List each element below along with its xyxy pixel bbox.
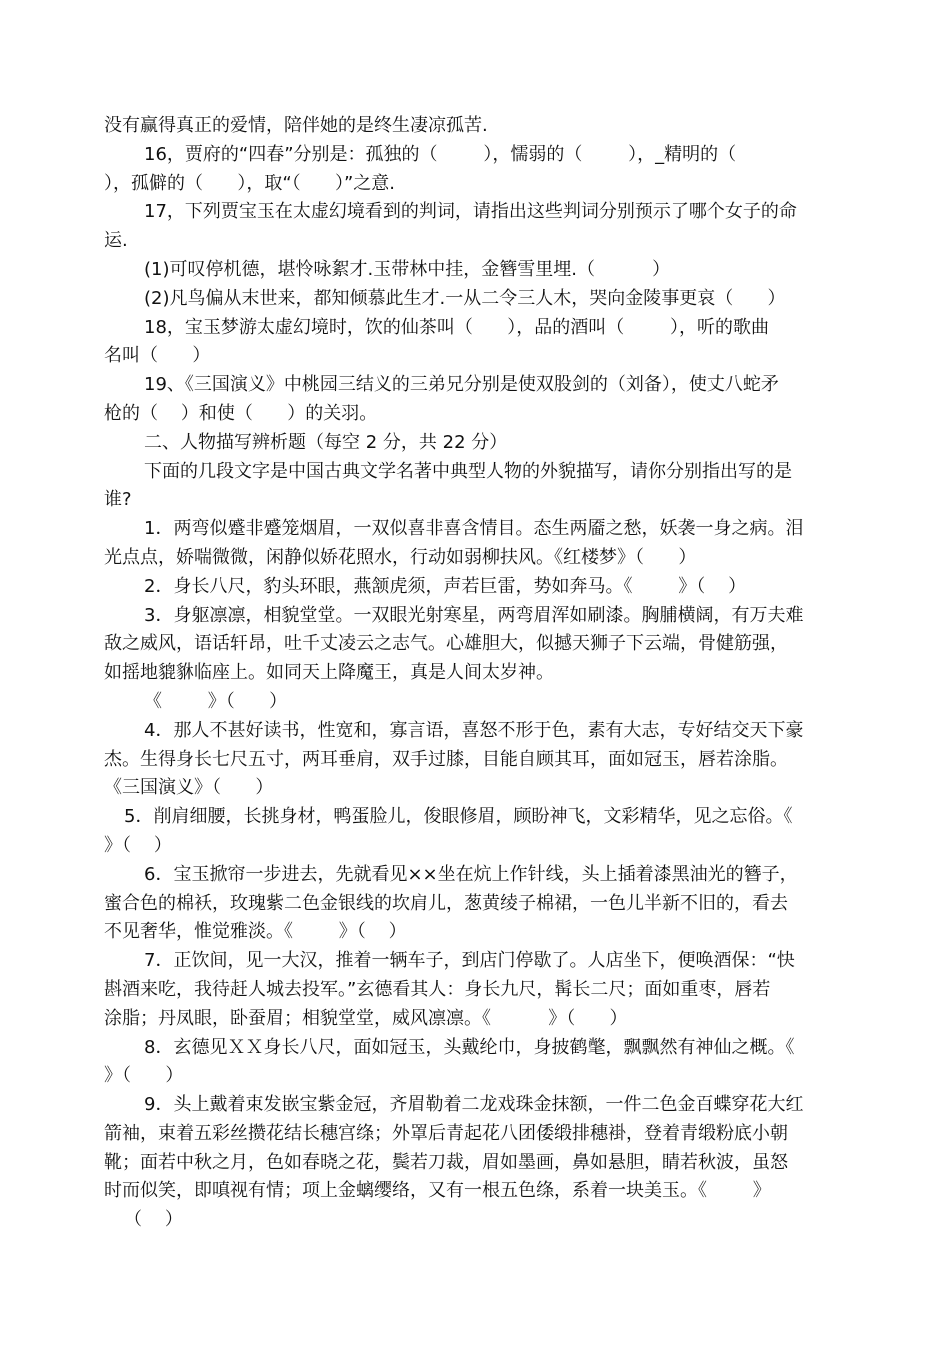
text-line: 7．正饮间，见一大汉，推着一辆车子，到店门停歇了。人店坐下，便唤酒保：“快 — [144, 950, 795, 972]
text-line: (1)可叹停机德，堪怜咏絮才.玉带林中挂，金簪雪里埋.（ ） — [144, 258, 671, 280]
text-line: ），孤僻的（ ），取“（ ）”之意. — [104, 172, 396, 194]
text-line: 涂脂；丹凤眼，卧蚕眉；相貌堂堂，威风凛凛。《 》（ ） — [104, 1007, 628, 1029]
text-line: 《 》（ ） — [144, 690, 288, 712]
text-line: 名叫（ ） — [104, 345, 211, 367]
text-line: 16，贾府的“四春”分别是：孤独的（ ），懦弱的（ ），_精明的（ — [144, 143, 737, 165]
text-line: 9．头上戴着束发嵌宝紫金冠，齐眉勒着二龙戏珠金抹额，一件二色金百蝶穿花大红 — [144, 1094, 804, 1116]
text-line: 谁? — [104, 489, 132, 511]
text-line: 如摇地貔貅临座上。如同天上降魔王，真是人间太岁神。 — [104, 662, 554, 684]
text-line: 二、人物描写辨析题（每空 2 分，共 22 分） — [144, 431, 508, 453]
text-line: 枪的（ ）和使（ ）的关羽。 — [104, 402, 378, 424]
text-line: 时而似笑，即嗔视有情；项上金螭缨络，又有一根五色绦，系着一块美玉。《 》 — [104, 1180, 771, 1202]
text-line: 5．削肩细腰，长挑身材，鸭蛋脸儿，俊眼修眉，顾盼神飞，文彩精华，见之忘俗。《 — [124, 806, 793, 828]
text-line: 光点点，娇喘微微，闲静似娇花照水，行动如弱柳扶风。《红楼梦》（ ） — [104, 546, 697, 568]
text-line: 》（ ） — [104, 1065, 184, 1087]
text-line: 6．宝玉掀帘一步进去，先就看见××坐在炕上作针线，头上插着漆黑油光的簪子， — [144, 863, 798, 885]
text-line: 箭袖，束着五彩丝攒花结长穗宫绦；外罩后青起花八团倭缎排穗褂，登着青缎粉底小朝 — [104, 1122, 788, 1144]
text-line: 8．玄德见ＸＸ身长八尺，面如冠玉，头戴纶巾，身披鹤氅，飘飘然有神仙之概。《 — [144, 1036, 795, 1058]
text-line: 不见奢华，惟觉雅淡。《 》（ ） — [104, 921, 407, 943]
text-line: 没有赢得真正的爱情，陪伴她的是终生凄凉孤苦. — [104, 115, 488, 136]
text-line: 19、《三国演义》中桃园三结义的三弟兄分别是使双股剑的（刘备），使丈八蛇矛 — [144, 374, 779, 396]
text-line: 18，宝玉梦游太虚幻境时，饮的仙茶叫（ ），品的酒叫（ ），听的歌曲 — [144, 316, 770, 338]
text-line: 4．那人不甚好读书，性宽和，寡言语，喜怒不形于色，素有大志，专好结交天下豪 — [144, 719, 804, 741]
text-line: 下面的几段文字是中国古典文学名著中典型人物的外貌描写，请你分别指出写的是 — [144, 460, 792, 482]
text-line: 杰。生得身长七尺五寸，两耳垂肩，双手过膝，目能自顾其耳，面如冠玉，唇若涂脂。 — [104, 748, 788, 770]
document-body — [104, 112, 850, 1235]
text-line: 17，下列贾宝玉在太虚幻境看到的判词，请指出这些判词分别预示了哪个女子的命 — [144, 201, 797, 223]
text-line: （ ） — [124, 1209, 183, 1231]
text-line: 3．身躯凛凛，相貌堂堂。一双眼光射寒星，两弯眉浑如刷漆。胸脯横阔，有万夫难 — [144, 604, 804, 626]
text-line: 斟酒来吃，我待赶人城去投军。”玄德看其人：身长九尺，髯长二尺；面如重枣，唇若 — [104, 978, 771, 1000]
text-line: 《三国演义》（ ） — [104, 777, 274, 799]
text-line: 靴；面若中秋之月，色如春晓之花，鬓若刀裁，眉如墨画，鼻如悬胆，睛若秋波，虽怒 — [104, 1151, 788, 1173]
text-line: 蜜合色的棉袄，玫瑰紫二色金银线的坎肩儿，葱黄绫子棉裙，一色儿半新不旧的，看去 — [104, 892, 788, 914]
text-line: 2．身长八尺，豹头环眼，燕颔虎须，声若巨雷，势如奔马。《 》（ ） — [144, 575, 747, 597]
text-line: 敌之威风，语话轩昂，吐千丈凌云之志气。心雄胆大，似撼天狮子下云端，骨健筋强， — [104, 633, 788, 655]
text-line: 1．两弯似蹙非蹙笼烟眉，一双似喜非喜含情目。态生两靥之愁，妖袭一身之病。泪 — [144, 518, 804, 540]
text-line: (2)凡鸟偏从末世来，都知倾慕此生才.一从二令三人木，哭向金陵事更哀（ ） — [144, 287, 786, 309]
text-line: 》（ ） — [104, 834, 172, 856]
text-line: 运. — [104, 230, 128, 252]
